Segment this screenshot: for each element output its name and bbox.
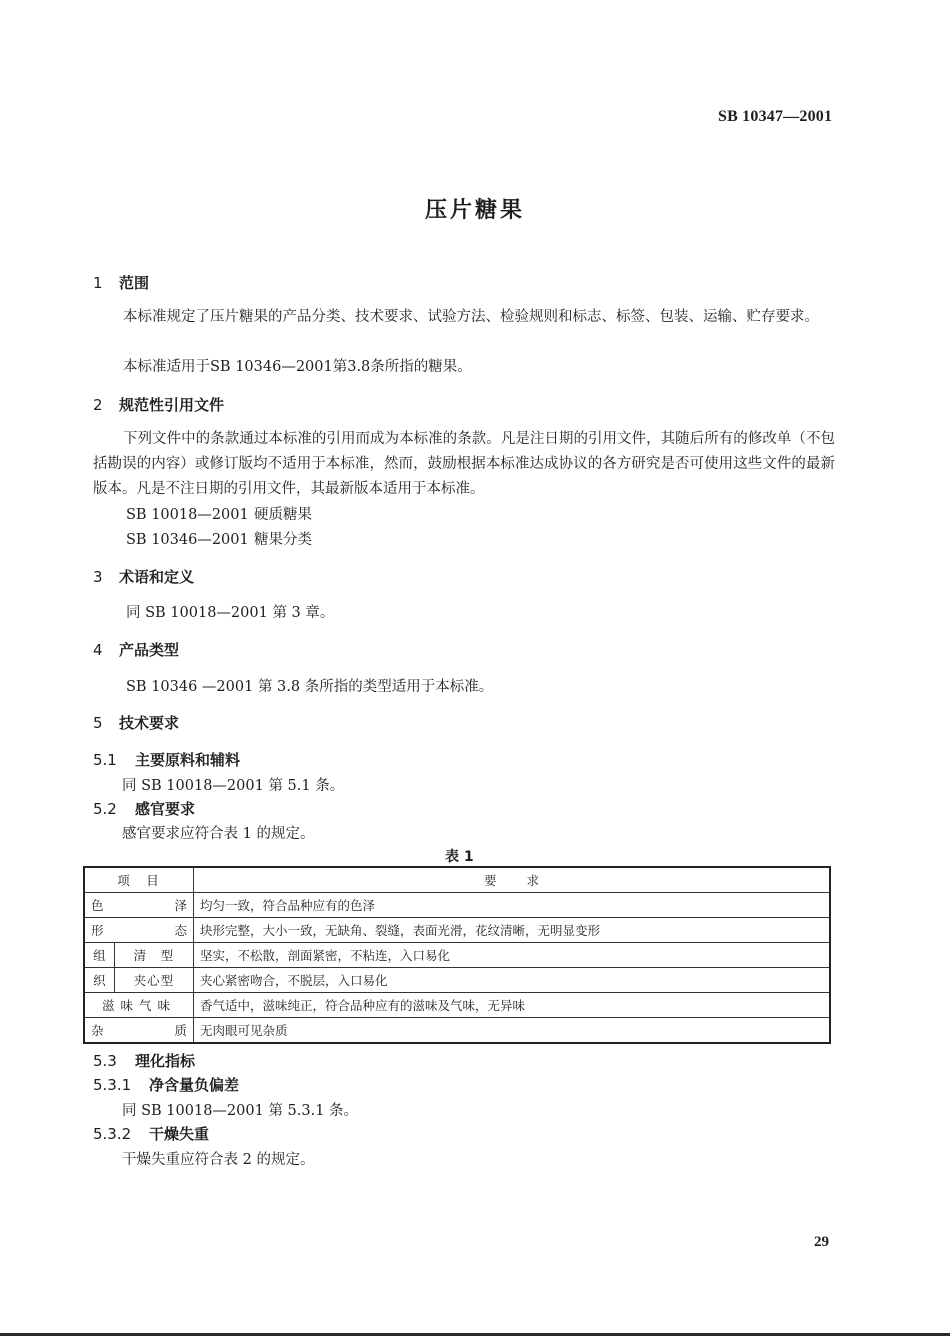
section-1-paragraph-1: 本标准规定了压片糖果的产品分类、技术要求、试验方法、检验规则和标志、标签、包装、运输、贮存要求。 [123, 309, 819, 325]
table-row [84, 1018, 830, 1044]
bottom-border [0, 1333, 950, 1336]
section-title: 产品类型 [119, 641, 180, 659]
section-title: 技术要求 [119, 714, 180, 732]
row-requirement: 均匀一致，符合品种应有的色泽 [194, 893, 831, 918]
header-requirement [194, 867, 831, 893]
reference-item [126, 503, 312, 524]
header-req-part: 求 [526, 873, 540, 888]
section-title: 主要原料和辅料 [135, 751, 241, 769]
row-item [84, 918, 194, 943]
table-row [84, 943, 830, 968]
row-item-char: 杂 [91, 1023, 104, 1038]
reference-name: 硬质糖果 [254, 507, 312, 523]
page-number: 29 [814, 1234, 829, 1250]
section-title: 理化指标 [135, 1052, 196, 1070]
row-requirement: 块形完整，大小一致，无缺角、裂缝，表面光滑，花纹清晰，无明显变形 [194, 918, 831, 943]
row-group-char: 织 [84, 968, 114, 993]
table-1-caption: 表 1 [445, 849, 474, 865]
section-5-1-paragraph: 同 SB 10018—2001 第 5.1 条。 [122, 778, 345, 794]
table-row [84, 893, 830, 918]
reference-name: 糖果分类 [254, 532, 312, 548]
row-item: 滋味气味 [84, 993, 194, 1018]
row-item [84, 1018, 194, 1044]
document-title: 压片糖果 [424, 198, 525, 223]
section-number: 5.3 [93, 1052, 117, 1070]
row-item-char: 质 [174, 1023, 187, 1038]
row-requirement: 香气适中，滋味纯正，符合品种应有的滋味及气味，无异味 [194, 993, 831, 1018]
row-requirement: 夹心紧密吻合，不脱层，入口易化 [194, 968, 831, 993]
row-item-char: 态 [174, 923, 187, 938]
standard-code: SB 10347—2001 [718, 108, 833, 125]
section-4-heading [93, 639, 179, 660]
row-subitem: 夹心型 [114, 968, 193, 993]
section-4-paragraph-1: SB 10346 —2001 第 3.8 条所指的类型适用于本标准。 [126, 679, 494, 695]
row-subitem: 清 型 [114, 943, 193, 968]
section-number: 1 [93, 274, 103, 292]
header-item: 项 目 [84, 867, 194, 893]
section-number: 3 [93, 568, 103, 586]
table-row [84, 993, 830, 1018]
row-group-char: 组 [84, 943, 114, 968]
reference-code: SB 10018—2001 [126, 507, 249, 523]
section-5-3-1-paragraph: 同 SB 10018—2001 第 5.3.1 条。 [122, 1103, 359, 1119]
section-2-paragraph-1: 下列文件中的条款通过本标准的引用而成为本标准的条款。凡是注日期的引用文件，其随后所有的修改单（不包括勘误的内容）或修订版均不适用于本标准，然而，鼓励根据本标准达成协议的各方研究是否可使用这些文件的最新版本。凡是不注日期的引用文件，其最新版本适用于本标准。 [93, 431, 835, 497]
section-number: 2 [93, 396, 103, 414]
header-req-part: 要 [483, 873, 497, 888]
section-5-heading [93, 712, 179, 733]
reference-item [126, 528, 312, 549]
section-title: 范围 [119, 274, 150, 292]
section-5-1-heading [93, 749, 240, 770]
section-number: 5 [93, 714, 103, 732]
section-5-2-heading [93, 798, 195, 819]
section-title: 干燥失重 [149, 1125, 210, 1143]
section-5-3-2-heading [93, 1123, 209, 1144]
section-2-heading [93, 394, 224, 415]
section-title: 术语和定义 [119, 568, 195, 586]
row-requirement: 无肉眼可见杂质 [194, 1018, 831, 1044]
row-requirement: 坚实，不松散，剖面紧密，不粘连，入口易化 [194, 943, 831, 968]
section-5-3-2-paragraph: 干燥失重应符合表 2 的规定。 [122, 1152, 315, 1168]
section-5-3-heading [93, 1050, 195, 1071]
section-3-heading [93, 566, 194, 587]
section-title: 感官要求 [135, 800, 196, 818]
section-1-paragraph-2: 本标准适用于SB 10346—2001第3.8条所指的糖果。 [123, 359, 472, 375]
section-1-heading [93, 272, 149, 293]
table-header-row [84, 867, 830, 893]
row-item [84, 893, 194, 918]
section-number: 5.1 [93, 751, 117, 769]
section-number: 5.3.2 [93, 1125, 132, 1143]
row-item-char: 形 [91, 923, 104, 938]
section-5-2-paragraph: 感官要求应符合表 1 的规定。 [122, 826, 315, 842]
row-item-char: 色 [91, 898, 104, 913]
section-number: 5.2 [93, 800, 117, 818]
section-number: 4 [93, 641, 103, 659]
row-item-char: 泽 [174, 898, 187, 913]
section-3-paragraph-1: 同 SB 10018—2001 第 3 章。 [126, 605, 335, 621]
section-title: 净含量负偏差 [149, 1076, 240, 1094]
section-5-3-1-heading [93, 1074, 239, 1095]
table-row [84, 968, 830, 993]
table-1 [83, 866, 831, 1044]
reference-code: SB 10346—2001 [126, 532, 249, 548]
section-number: 5.3.1 [93, 1076, 132, 1094]
section-title: 规范性引用文件 [119, 396, 225, 414]
table-row [84, 918, 830, 943]
